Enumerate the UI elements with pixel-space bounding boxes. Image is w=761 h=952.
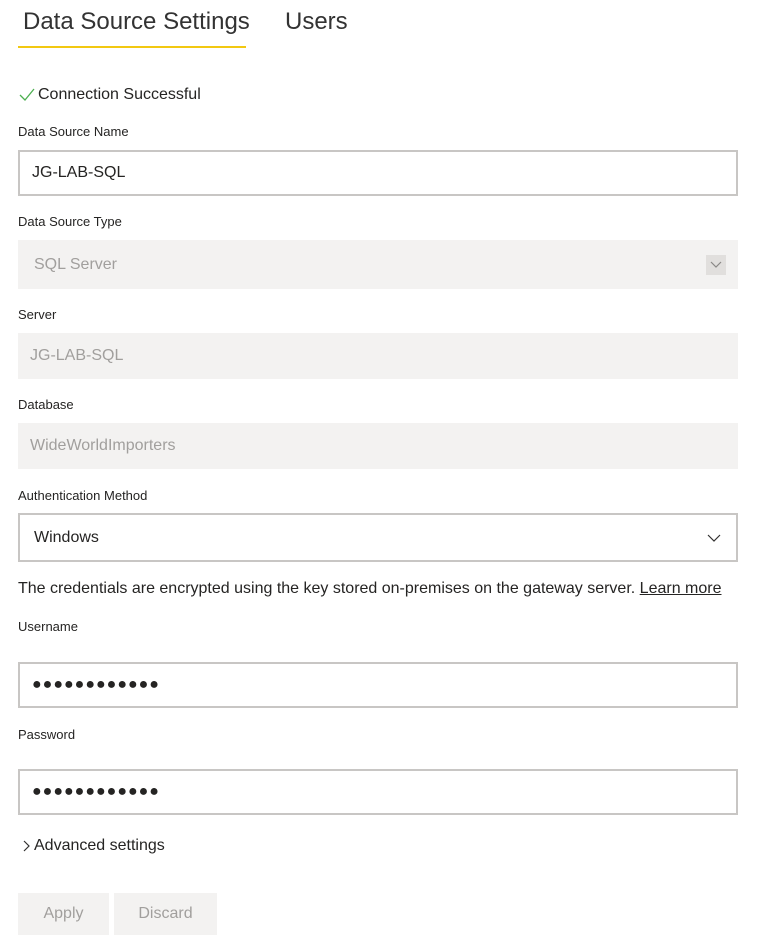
tab-data-source-settings[interactable]: Data Source Settings <box>23 8 250 35</box>
database-input <box>18 423 738 469</box>
apply-button[interactable]: Apply <box>18 893 109 935</box>
server-label: Server <box>18 307 57 322</box>
chevron-down-icon <box>704 528 724 548</box>
server-value: JG-LAB-SQL <box>30 347 124 364</box>
chevron-right-icon <box>20 838 32 854</box>
database-label: Database <box>18 397 74 412</box>
credentials-note <box>18 580 722 598</box>
advanced-settings-label: Advanced settings <box>34 837 165 854</box>
data-source-name-input[interactable] <box>18 150 738 196</box>
data-source-type-label: Data Source Type <box>18 214 122 229</box>
tab-users[interactable]: Users <box>285 8 348 35</box>
learn-more-link[interactable]: Learn more <box>639 580 722 597</box>
auth-method-select[interactable] <box>18 513 738 562</box>
database-value: WideWorldImporters <box>30 437 176 454</box>
data-source-type-select <box>18 240 738 289</box>
auth-method-label: Authentication Method <box>18 488 148 503</box>
status-text: Connection Successful <box>38 86 201 103</box>
check-icon <box>18 86 36 104</box>
connection-status <box>18 86 201 104</box>
server-input <box>18 333 738 379</box>
advanced-settings-toggle[interactable] <box>20 837 165 855</box>
discard-button[interactable]: Discard <box>114 893 217 935</box>
username-input[interactable] <box>18 662 738 708</box>
data-source-name-label: Data Source Name <box>18 124 129 139</box>
password-input[interactable] <box>18 769 738 815</box>
password-value: ●●●●●●●●●●●● <box>32 783 160 800</box>
credentials-note-text: The credentials are encrypted using the key stored on-premises on the gateway server. <box>18 580 636 597</box>
data-source-name-value: JG-LAB-SQL <box>32 164 126 181</box>
auth-method-value: Windows <box>34 528 99 546</box>
username-value: ●●●●●●●●●●●● <box>32 676 160 693</box>
data-source-type-value: SQL Server <box>34 255 117 273</box>
chevron-down-icon <box>706 255 726 275</box>
username-label: Username <box>18 619 78 634</box>
active-tab-indicator <box>18 46 246 48</box>
password-label: Password <box>18 727 76 742</box>
